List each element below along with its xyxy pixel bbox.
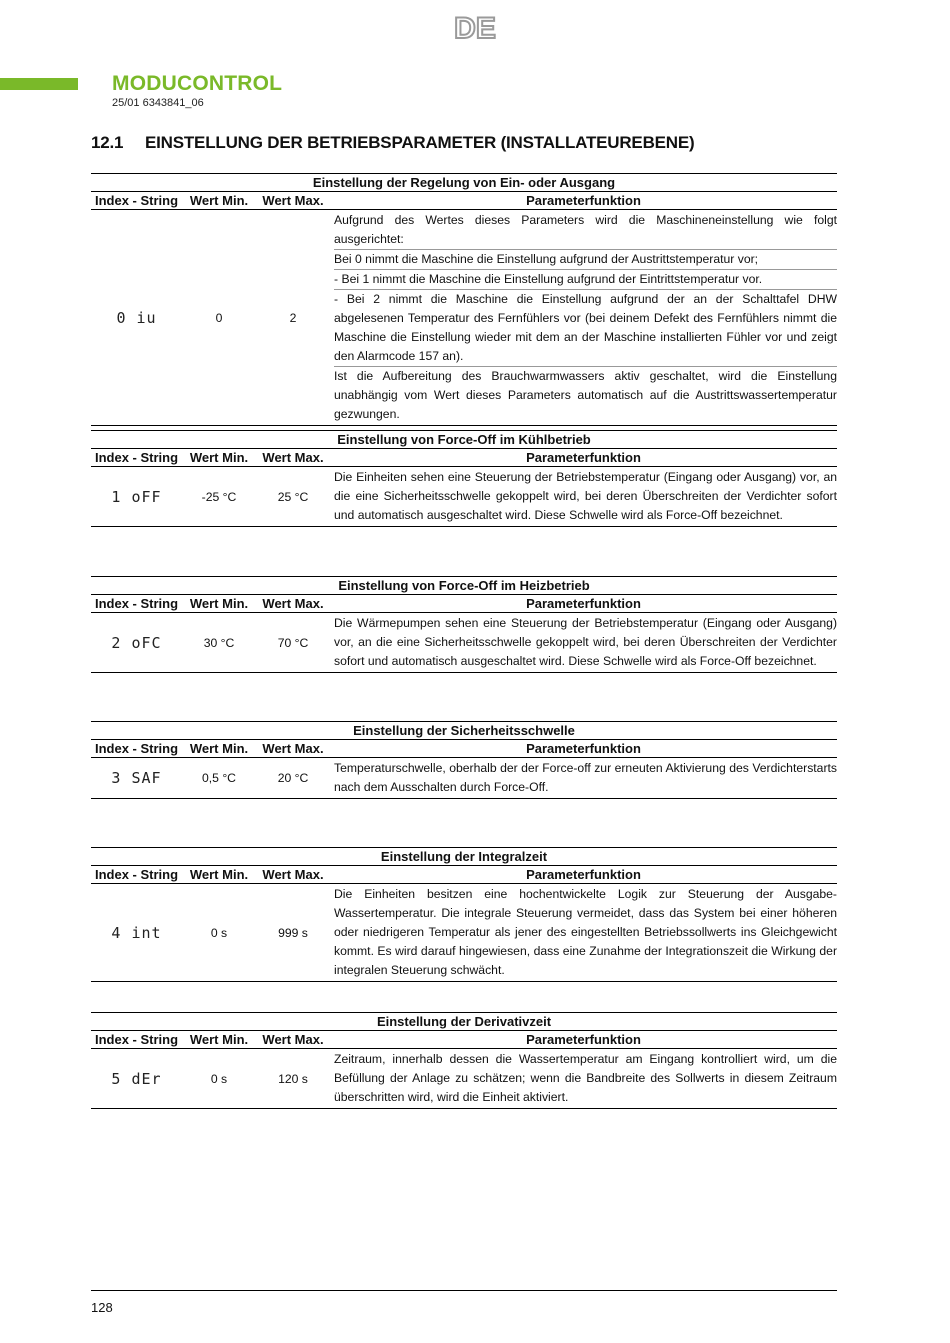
col-min-header: Wert Min.	[189, 741, 249, 756]
col-min-header: Wert Min.	[189, 596, 249, 611]
col-max-header: Wert Max.	[262, 1032, 324, 1047]
col-index-header: Index - String	[94, 450, 179, 465]
header-row	[91, 594, 837, 612]
min-value: -25 °C	[201, 489, 237, 504]
block-title: Einstellung von Force-Off im Heizbetrieb	[91, 576, 837, 594]
function-description	[330, 758, 837, 798]
index-string: 1 oFF	[111, 487, 162, 506]
param-row	[91, 883, 837, 982]
page-number: 128	[91, 1300, 113, 1315]
block-title: Einstellung der Sicherheitsschwelle	[91, 721, 837, 739]
language-code: DE	[454, 12, 496, 45]
function-line: Temperaturschwelle, oberhalb der der Force-off zur erneuten Aktivierung des Verdichterstarts nach dem Ausschalten durch Force-Off.	[334, 761, 837, 794]
col-index-header: Index - String	[94, 867, 179, 882]
function-description	[330, 613, 837, 672]
max-value: 20 °C	[277, 771, 309, 785]
block-title: Einstellung der Derivativzeit	[91, 1012, 837, 1030]
param-block	[91, 430, 837, 527]
col-max-header: Wert Max.	[262, 596, 324, 611]
function-line: - Bei 2 nimmt die Maschine die Einstellung aufgrund der an der Schalttafel DHW abgelesenen Temperatur des Fernfühlers vor (bei deinem Defekt des Fernfühlers nimmt die Maschine die Einstellung wieder mit dem an der Maschine installierten Fühler vor und zeigt den Alarmcode 157 an).	[334, 290, 837, 367]
col-index-header: Index - String	[94, 193, 179, 208]
col-min-header: Wert Min.	[189, 867, 249, 882]
index-string: 0 iu	[116, 308, 157, 327]
col-max-header: Wert Max.	[262, 193, 324, 208]
function-line: Zeitraum, innerhalb dessen die Wassertemperatur am Eingang kontrolliert wird, um die Befüllung der Anlage zu schätzen; wenn die Bandbreite des Sollwerts in diesem Zeitraum überschritten wird, wird die Einheit aktiviert.	[334, 1052, 837, 1104]
block-title: Einstellung der Regelung von Ein- oder Ausgang	[91, 173, 837, 191]
function-line: - Bei 1 nimmt die Maschine die Einstellung aufgrund der Eintrittstemperatur vor.	[334, 270, 837, 290]
min-value: 0 s	[210, 925, 228, 940]
index-string: 3 SAF	[111, 769, 162, 787]
max-value: 70 °C	[277, 635, 309, 650]
section-number: 12.1	[91, 133, 124, 152]
param-block	[91, 1012, 837, 1109]
header-row	[91, 448, 837, 466]
col-func-header: Parameterfunktion	[526, 867, 641, 882]
col-func-header: Parameterfunktion	[526, 1032, 641, 1047]
param-row	[91, 612, 837, 673]
col-min-header: Wert Min.	[189, 450, 249, 465]
param-block	[91, 173, 837, 426]
function-line: Die Wärmepumpen sehen eine Steuerung der Betriebstemperatur (Eingang oder Ausgang) vor, an die eine Sicherheitsschwelle gekoppelt wird, bei deren Überschreiten der Verdichter sofort und automatisch ausgeschaltet wird. Diese Schwelle wird als Force-Off bezeichnet.	[334, 616, 837, 668]
min-value: 30 °C	[203, 635, 235, 650]
max-value: 120 s	[278, 1071, 308, 1086]
header-row	[91, 1030, 837, 1048]
max-value: 2	[289, 310, 297, 325]
col-func-header: Parameterfunktion	[526, 193, 641, 208]
index-string: 5 dEr	[111, 1069, 162, 1088]
function-description	[330, 1049, 837, 1108]
brand-title: MODUCONTROL	[112, 72, 283, 95]
param-block	[91, 847, 837, 982]
header-row	[91, 739, 837, 757]
brand-accent-bar	[0, 78, 78, 90]
param-block	[91, 721, 837, 799]
col-min-header: Wert Min.	[189, 193, 249, 208]
section-heading	[91, 133, 694, 153]
function-line: Ist die Aufbereitung des Brauchwarmwassers aktiv geschaltet, wird die Einstellung unabhängig vom Wert dieses Parameters automatisch auf die Austrittswassertemperatur gezwungen.	[334, 369, 837, 421]
col-max-header: Wert Max.	[262, 450, 324, 465]
max-value: 25 °C	[277, 489, 309, 504]
footer-rule	[91, 1290, 837, 1291]
block-title: Einstellung von Force-Off im Kühlbetrieb	[91, 430, 837, 448]
col-max-header: Wert Max.	[262, 867, 324, 882]
min-value: 0,5 °C	[201, 771, 236, 785]
function-line: Aufgrund des Wertes dieses Parameters wird die Maschineneinstellung wie folgt ausgerichtet:	[334, 211, 837, 250]
param-row	[91, 757, 837, 799]
function-line: Die Einheiten sehen eine Steuerung der Betriebstemperatur (Eingang oder Ausgang) vor, an die eine Sicherheitsschwelle gekoppelt wird, bei deren Überschreiten der Verdichter sofort und automatisch ausgeschaltet wird. Diese Schwelle wird als Force-Off bezeichnet.	[334, 470, 837, 522]
document-reference: 25/01 6343841_06	[112, 97, 204, 109]
col-min-header: Wert Min.	[189, 1032, 249, 1047]
param-row	[91, 1048, 837, 1109]
language-badge	[448, 8, 502, 48]
col-index-header: Index - String	[94, 741, 179, 756]
min-value: 0 s	[210, 1071, 228, 1086]
col-index-header: Index - String	[94, 1032, 179, 1047]
param-row	[91, 209, 837, 426]
col-func-header: Parameterfunktion	[526, 450, 641, 465]
section-title-text: EINSTELLUNG DER BETRIEBSPARAMETER (INSTALLATEUREBENE)	[145, 133, 695, 152]
max-value: 999 s	[278, 925, 308, 940]
index-string: 4 int	[111, 923, 162, 942]
col-max-header: Wert Max.	[262, 741, 324, 756]
header-row	[91, 191, 837, 209]
function-line: Die Einheiten besitzen eine hochentwickelte Logik zur Steuerung der Ausgabe-Wassertemperatur. Die integrale Steuerung vermeidet, dass das System bei einer höheren oder niedrigeren Temperatur als jener des eingestellten Betriebssollwerts ins Gleichgewicht kommt. Es wird darauf hingewiesen, dass eine Zunahme der Integrationszeit die Wirkung der integralen Steuerung schwächt.	[334, 887, 837, 977]
function-description	[330, 210, 837, 425]
col-index-header: Index - String	[94, 596, 179, 611]
function-description	[330, 467, 837, 526]
function-line: Bei 0 nimmt die Maschine die Einstellung aufgrund der Austrittstemperatur vor;	[334, 250, 837, 270]
param-block	[91, 576, 837, 673]
min-value: 0	[215, 310, 223, 325]
function-description	[330, 884, 837, 981]
param-row	[91, 466, 837, 527]
col-func-header: Parameterfunktion	[526, 741, 641, 756]
col-func-header: Parameterfunktion	[526, 596, 641, 611]
header-row	[91, 865, 837, 883]
index-string: 2 oFC	[111, 633, 162, 652]
block-title: Einstellung der Integralzeit	[91, 847, 837, 865]
